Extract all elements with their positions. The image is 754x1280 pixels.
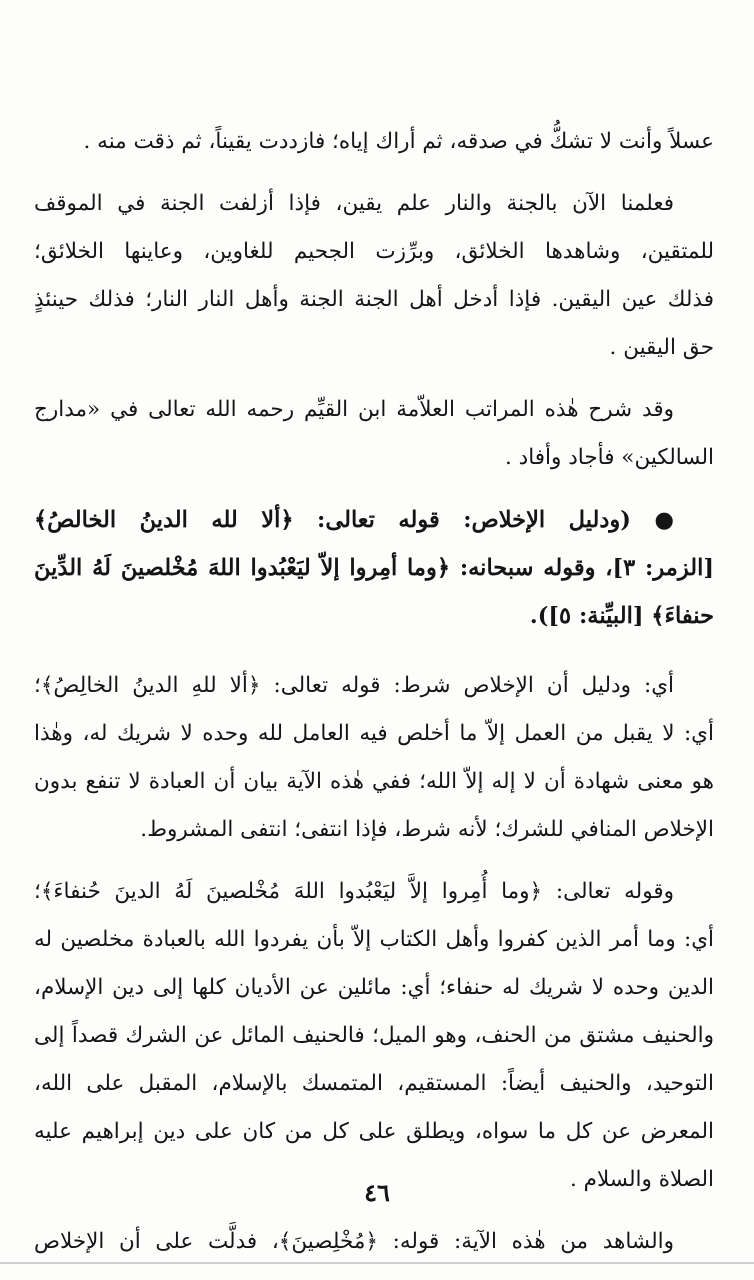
text-line: السالكين» فأجاد وأفاد . <box>504 445 714 470</box>
paragraph-7 <box>34 1218 714 1266</box>
text-line: حنفاءَ﴾ [البيِّنة: ٥]). <box>529 603 714 629</box>
text-line: هو معنى شهادة أن لا إله إلاّ الله؛ ففي هٰذه الآية بيان أن العبادة لا تنفع بدون <box>34 769 714 794</box>
text-line: [الزمر: ٣]، وقوله سبحانه: ﴿وما أمِروا إلاّ ليَعْبُدوا اللهَ مُخْلصينَ لَهُ الدِّينَ <box>34 555 714 581</box>
text-line: والحنيف مشتق من الحنف، وهو الميل؛ فالحنيف المائل عن الشرك قصداً إلى <box>34 1023 714 1048</box>
text-line: فعلمنا الآن بالجنة والنار علم يقين، فإذا أزلفت الجنة في الموقف <box>34 191 674 216</box>
text-line: أي: ودليل أن الإخلاص شرط: قوله تعالى: ﴿ألا للهِ الدينُ الخالِصُ﴾؛ <box>34 673 674 698</box>
text-line: عسلاً وأنت لا تشكُّ في صدقه، ثم أراك إياه؛ فازددت يقيناً، ثم ذقت منه . <box>83 129 714 154</box>
text-line: ● (ودليل الإخلاص: قوله تعالى: ﴿ألا لله الدينُ الخالصُ﴾ <box>34 507 674 533</box>
paragraph-3 <box>34 386 714 482</box>
text-line: أي: وما أمر الذين كفروا وأهل الكتاب إلاّ بأن يفردوا الله بالعبادة مخلصين له <box>34 927 714 952</box>
paragraph-1 <box>34 118 714 166</box>
text-line: حق اليقين . <box>609 335 714 360</box>
text-line: والشاهد من هٰذه الآية: قوله: ﴿مُخْلِصينَ﴾، فدلَّت على أن الإخلاص <box>34 1229 674 1254</box>
paragraph-2 <box>34 180 714 372</box>
text-line: التوحيد، والحنيف أيضاً: المستقيم، المتمسك بالإسلام، المقبل على الله، <box>34 1071 714 1096</box>
text-line: الإخلاص المنافي للشرك؛ لأنه شرط، فإذا انتفى؛ انتفى المشروط. <box>140 817 714 842</box>
text-line: وقد شرح هٰذه المراتب العلاّمة ابن القيِّم رحمه الله تعالى في «مدارج <box>34 397 674 422</box>
text-line: الصلاة والسلام . <box>570 1167 714 1192</box>
page-bottom-edge <box>0 1262 754 1264</box>
text-line: الدين وحده لا شريك له حنفاء؛ أي: مائلين عن الأديان كلها إلى دين الإسلام، <box>34 975 714 1000</box>
text-line: أي: لا يقبل من العمل إلاّ ما أخلص فيه العامل لله وحده لا شريك له، وهٰذا <box>34 721 714 746</box>
text-line: وقوله تعالى: ﴿وما أُمِروا إلاَّ ليَعْبُدوا اللهَ مُخْلصينَ لَهُ الدينَ حُنفاءَ﴾؛ <box>34 879 674 904</box>
paragraph-6 <box>34 868 714 1204</box>
paragraph-5 <box>34 662 714 854</box>
text-line: للمتقين، وشاهدها الخلائق، وبرِّزت الجحيم للغاوين، وعاينها الخلائق؛ <box>34 239 714 264</box>
text-line: فذلك عين اليقين. فإذا أدخل أهل الجنة الجنة وأهل النار النار؛ فذلك حينئذٍ <box>34 287 714 312</box>
matn-paragraph <box>34 496 714 640</box>
page-body <box>34 118 714 1266</box>
text-line: المعرض عن كل ما سواه، ويطلق على كل من كان على دين إبراهيم عليه <box>34 1119 714 1144</box>
page-number: ٤٦ <box>364 1178 390 1207</box>
